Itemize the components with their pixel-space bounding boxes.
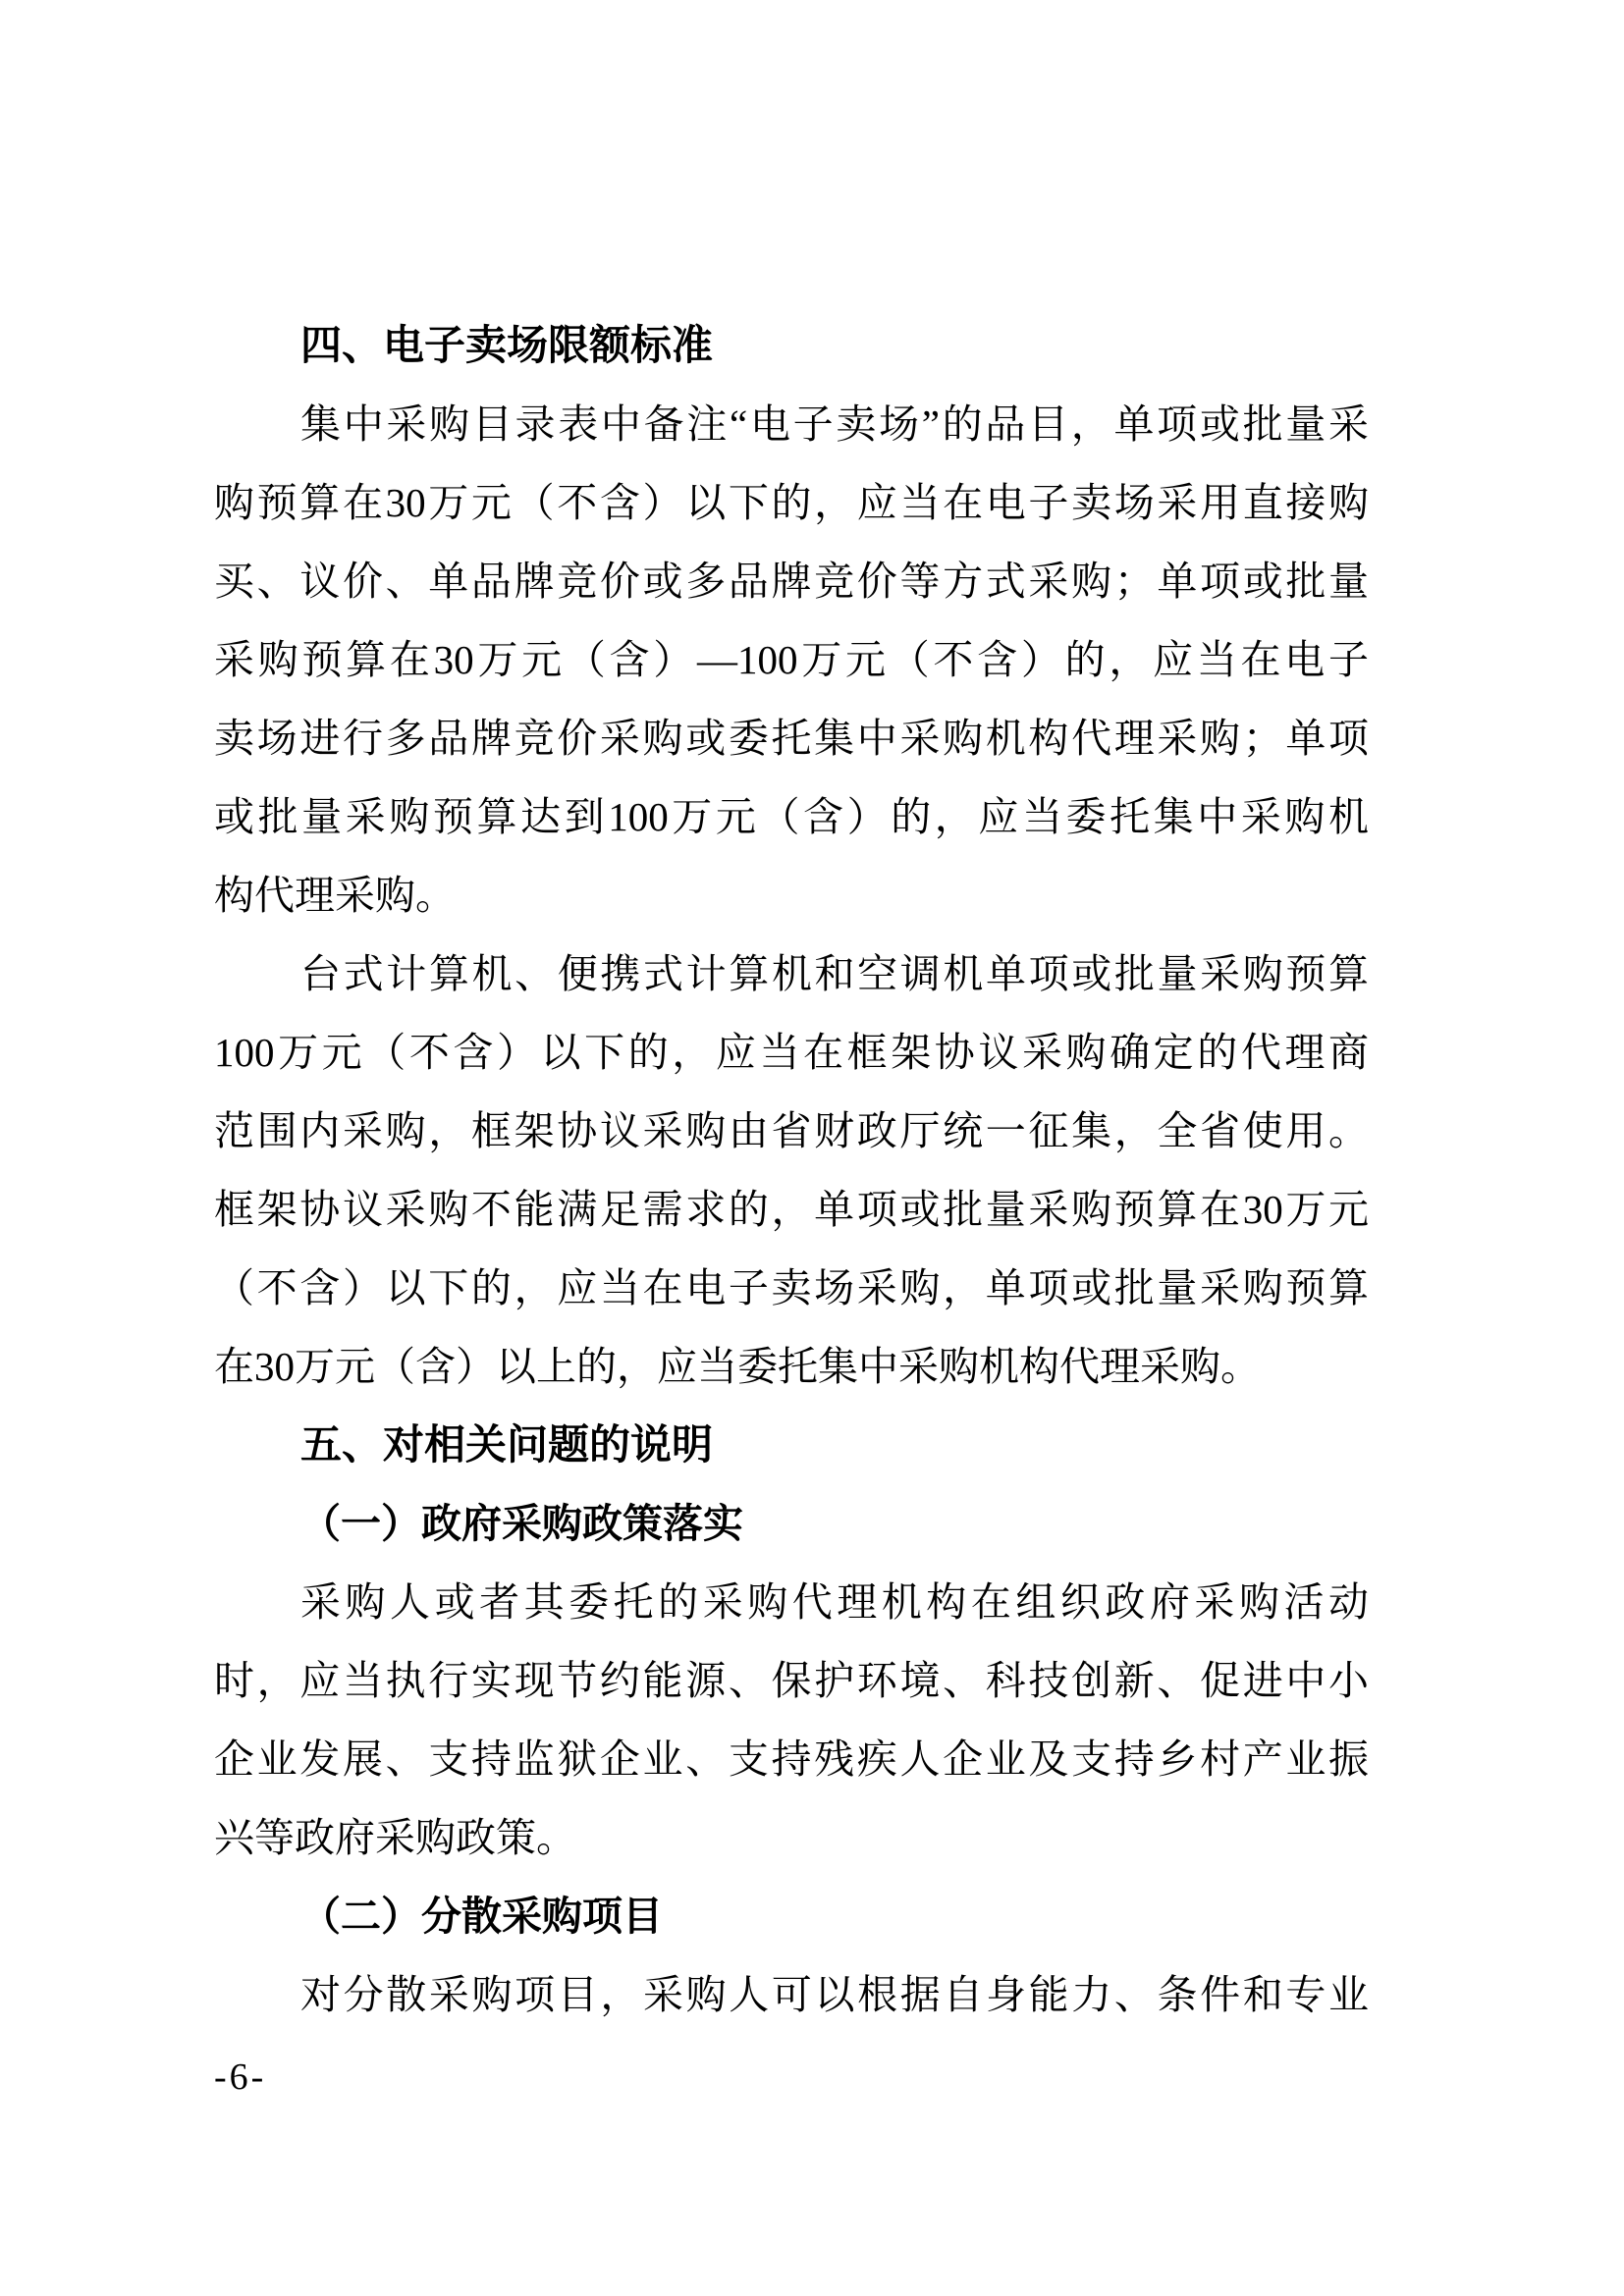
- para-3-line-1: 采购人或者其委托的采购代理机构在组织政府采购活动: [300, 1579, 1369, 1625]
- section-heading-5: 五、对相关问题的说明: [300, 1421, 714, 1468]
- para-2-line-6-last: 在30万元（含）以上的，应当委托集中采购机构代理采购。: [214, 1344, 1261, 1389]
- section-heading-4: 四、电子卖场限额标准: [300, 322, 714, 368]
- para-1-line-1: 集中采购目录表中备注“电子卖场”的品目，单项或批量采: [300, 401, 1369, 447]
- document-body: [214, 306, 1369, 2034]
- para-3-line-2: 时，应当执行实现节约能源、保护环境、科技创新、促进中小: [214, 1658, 1369, 1703]
- subsection-heading-5-2: （二）分散采购项目: [300, 1894, 663, 1939]
- para-3-line-4-last: 兴等政府采购政策。: [214, 1815, 576, 1860]
- para-1-line-4: 采购预算在30万元（含）—100万元（不含）的，应当在电子: [214, 637, 1369, 682]
- para-4-line-1: 对分散采购项目，采购人可以根据自身能力、条件和专业: [300, 1972, 1369, 2017]
- page-number: -6-: [214, 2056, 267, 2098]
- subsection-heading-5-1: （一）政府采购政策落实: [300, 1501, 743, 1546]
- para-2-line-2: 100万元（不含）以下的，应当在框架协议采购确定的代理商: [214, 1030, 1369, 1075]
- para-1-line-2: 购预算在30万元（不含）以下的，应当在电子卖场采用直接购: [214, 480, 1369, 525]
- para-2-line-3: 范围内采购，框架协议采购由省财政厅统一征集，全省使用。: [214, 1108, 1369, 1153]
- para-1-line-5: 卖场进行多品牌竞价采购或委托集中采购机构代理采购；单项: [214, 716, 1369, 761]
- para-3-line-3: 企业发展、支持监狱企业、支持残疾人企业及支持乡村产业振: [214, 1736, 1369, 1782]
- para-2-line-4: 框架协议采购不能满足需求的，单项或批量采购预算在30万元: [214, 1187, 1369, 1232]
- para-2-line-5: （不含）以下的，应当在电子卖场采购，单项或批量采购预算: [214, 1265, 1369, 1310]
- para-2-line-1: 台式计算机、便携式计算机和空调机单项或批量采购预算: [300, 951, 1369, 996]
- para-1-line-6: 或批量采购预算达到100万元（含）的，应当委托集中采购机: [214, 794, 1369, 839]
- para-1-line-3: 买、议价、单品牌竞价或多品牌竞价等方式采购；单项或批量: [214, 559, 1369, 604]
- para-1-line-7-last: 构代理采购。: [214, 873, 456, 918]
